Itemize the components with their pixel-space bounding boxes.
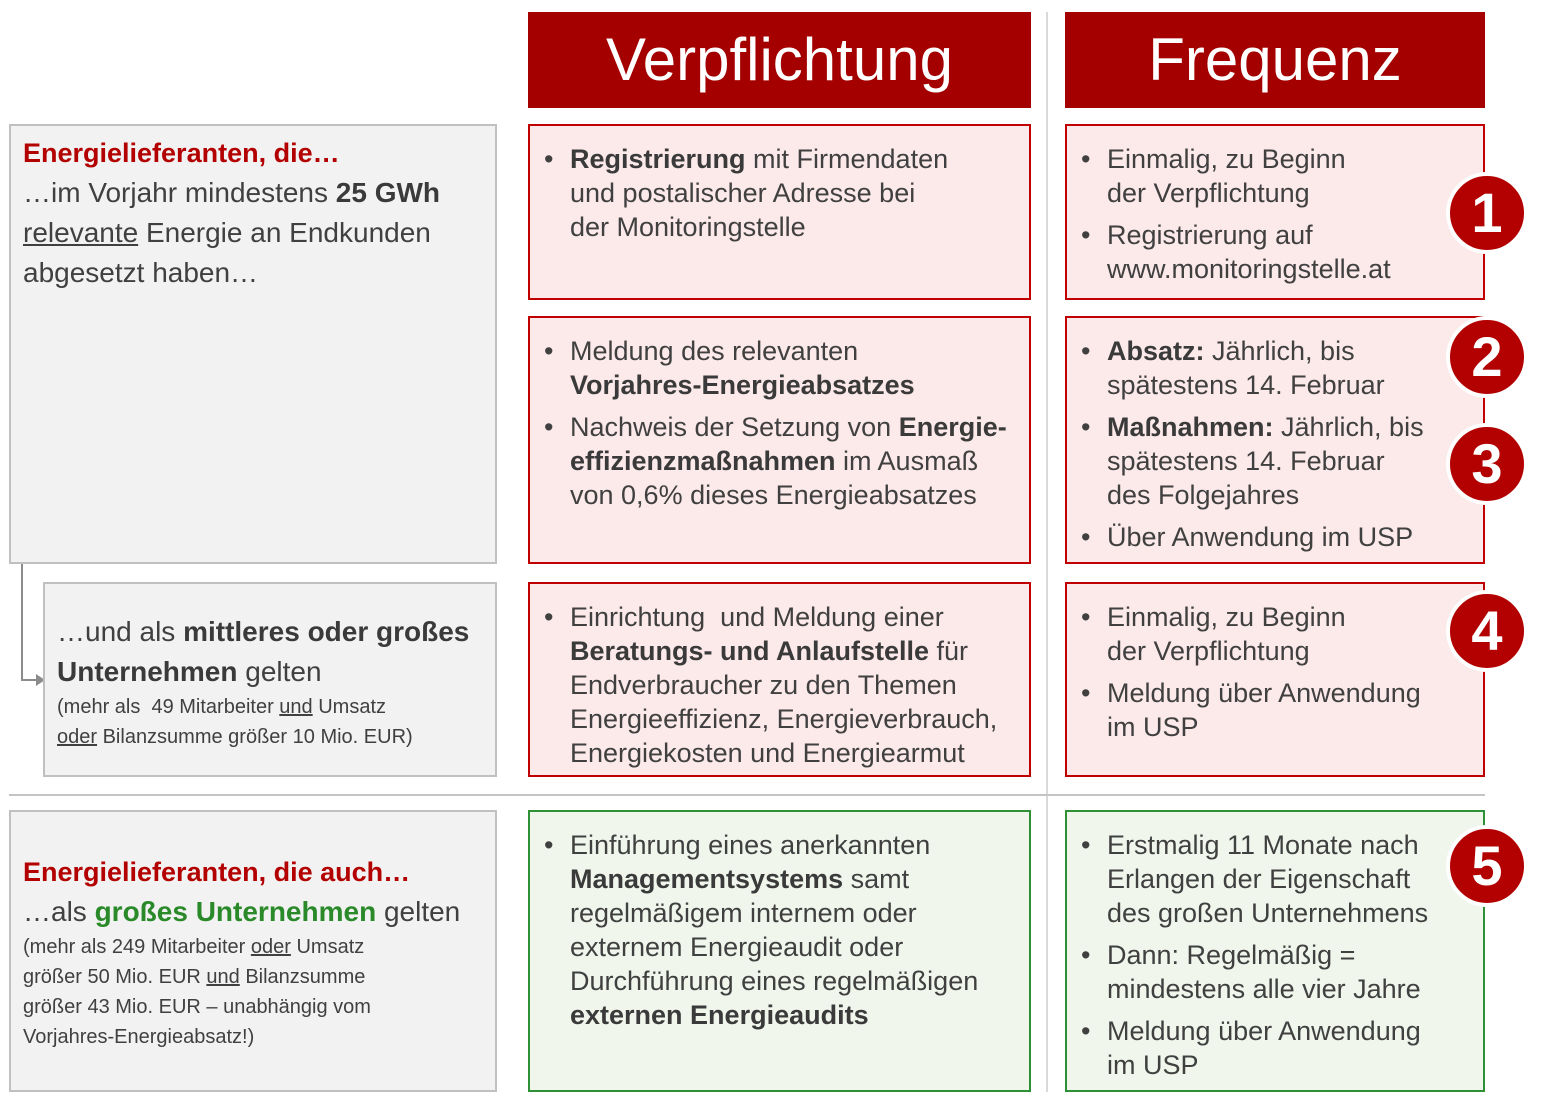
bold-text: Energie- [898, 412, 1007, 442]
item-text: Einführung eines anerkannten [570, 830, 931, 860]
note-text: Umsatz [290, 936, 365, 958]
item-text: Energieeffizienz, Energieverbrauch, [570, 704, 998, 734]
frequency-reporting-box [1065, 316, 1485, 564]
criteria-text: Energie an Endkunden [138, 217, 431, 248]
note-text: (mehr als 49 Mitarbeiter [57, 696, 280, 718]
list-item [1067, 142, 1483, 210]
eligibility-large-criteria [23, 892, 495, 932]
note-text: Vorjahres-Energieabsatz!) [23, 1026, 255, 1048]
note-underlined: und [279, 696, 313, 718]
item-text: www.monitoringstelle.at [1107, 254, 1391, 284]
item-text: Meldung über Anwendung [1107, 1016, 1421, 1046]
bold-text: Vorjahres-Energieabsatzes [570, 370, 915, 400]
item-text: spätestens 14. Februar [1107, 446, 1385, 476]
bold-text: externen Energieaudits [570, 1000, 869, 1030]
list-item [1067, 676, 1483, 744]
eligibility-large-title: Energielieferanten, die auch… [23, 857, 411, 887]
item-text: mit Firmendaten [745, 144, 949, 174]
list-item [1067, 334, 1483, 402]
note-text: größer 43 Mio. EUR – unabhängig vom [23, 996, 371, 1018]
item-text: für [929, 636, 969, 666]
obligation-registration-box [528, 124, 1031, 300]
frequency-management-box [1065, 810, 1485, 1092]
note-text: Bilanzsumme [239, 966, 366, 988]
bold-text: Beratungs- und Anlaufstelle [570, 636, 930, 666]
note-underlined: oder [57, 726, 98, 748]
obligation-advisory-box [528, 582, 1031, 777]
step-marker-3: 3 [1446, 423, 1528, 505]
criteria-threshold: 25 GWh [335, 177, 441, 208]
item-text: Meldung des relevanten [570, 336, 859, 366]
note-underlined: oder [250, 936, 291, 958]
list-item [530, 600, 1029, 770]
bold-text: Managementsystems [570, 864, 844, 894]
obligation-advisory-list [530, 584, 1029, 770]
item-text: der Monitoringstelle [570, 212, 806, 242]
step-marker-5: 5 [1446, 825, 1528, 907]
item-text: im USP [1107, 712, 1199, 742]
obligation-management-list [530, 812, 1029, 1032]
item-text: Einmalig, zu Beginn [1107, 144, 1346, 174]
list-item [1067, 828, 1483, 930]
note-text: Bilanzsumme größer 10 Mio. EUR) [97, 726, 413, 748]
item-text: Einmalig, zu Beginn [1107, 602, 1346, 632]
note-text: größer 50 Mio. EUR [23, 966, 207, 988]
item-text: des großen Unternehmens [1107, 898, 1429, 928]
section-divider [9, 794, 1485, 796]
step-marker-2: 2 [1446, 316, 1528, 398]
bold-text: effizienzmaßnahmen [570, 446, 836, 476]
frequency-reporting-list [1067, 318, 1483, 554]
eligibility-medium-large-note [57, 692, 495, 752]
item-text: Dann: Regelmäßig = [1107, 940, 1356, 970]
item-text: Über Anwendung im USP [1107, 522, 1414, 552]
item-text: Jährlich, bis [1204, 336, 1355, 366]
bold-text: Absatz: [1107, 336, 1205, 366]
header-frequency: Frequenz [1065, 12, 1485, 108]
eligibility-general-criteria [23, 173, 495, 293]
criteria-text: …im Vorjahr mindestens [23, 177, 336, 208]
note-text: (mehr als 249 Mitarbeiter [23, 936, 251, 958]
criteria-bold: mittleres oder großes [183, 616, 470, 647]
criteria-relevant-underlined: relevante [23, 217, 139, 248]
eligibility-large-note [23, 932, 495, 1052]
item-text: regelmäßigem internem oder [570, 898, 917, 928]
note-text: Umsatz [312, 696, 387, 718]
frequency-registration-list [1067, 126, 1483, 286]
criteria-text: …und als [57, 616, 184, 647]
list-item [530, 828, 1029, 1032]
obligation-management-box [528, 810, 1031, 1092]
list-item [1067, 1014, 1483, 1082]
obligation-reporting-list [530, 318, 1029, 512]
header-obligation: Verpflichtung [528, 12, 1031, 108]
item-text: Energiekosten und Energiearmut [570, 738, 965, 768]
item-text: Einrichtung und Meldung einer [570, 602, 944, 632]
item-text: im Ausmaß [835, 446, 979, 476]
item-text: Erlangen der Eigenschaft [1107, 864, 1411, 894]
item-text: externem Energieaudit oder [570, 932, 904, 962]
item-text: Endverbraucher zu den Themen [570, 670, 957, 700]
eligibility-general-box [9, 124, 497, 564]
frequency-advisory-box [1065, 582, 1485, 777]
frequency-registration-box [1065, 124, 1485, 300]
list-item [530, 410, 1029, 512]
list-item [530, 142, 1029, 244]
frequency-management-list [1067, 812, 1483, 1082]
item-text: Meldung über Anwendung [1107, 678, 1421, 708]
item-text: des Folgejahres [1107, 480, 1300, 510]
list-item [1067, 410, 1483, 512]
item-text: Erstmalig 11 Monate nach [1107, 830, 1419, 860]
item-text: mindestens alle vier Jahre [1107, 974, 1421, 1004]
obligation-registration-list [530, 126, 1029, 244]
eligibility-general-title: Energielieferanten, die… [23, 138, 340, 168]
note-underlined: und [206, 966, 240, 988]
list-item [530, 334, 1029, 402]
item-text: von 0,6% dieses Energieabsatzes [570, 480, 977, 510]
item-text: der Verpflichtung [1107, 178, 1310, 208]
item-text: Jährlich, bis [1273, 412, 1424, 442]
eligibility-medium-large-box [43, 582, 497, 777]
list-item [1067, 600, 1483, 668]
item-text: samt [843, 864, 910, 894]
column-divider [1046, 12, 1048, 1092]
eligibility-medium-large-criteria [57, 612, 495, 692]
item-text: Nachweis der Setzung von [570, 412, 899, 442]
item-text: und postalischer Adresse bei [570, 178, 916, 208]
criteria-text: …als [23, 896, 95, 927]
item-text: im USP [1107, 1050, 1199, 1080]
item-text: Registrierung auf [1107, 220, 1313, 250]
item-text: Durchführung eines regelmäßigen [570, 966, 979, 996]
bold-text: Registrierung [570, 144, 746, 174]
step-marker-4: 4 [1446, 590, 1528, 672]
eligibility-large-box [9, 810, 497, 1092]
criteria-green: großes Unternehmen [94, 896, 377, 927]
list-item [1067, 938, 1483, 1006]
list-item [1067, 218, 1483, 286]
criteria-text: abgesetzt haben… [23, 257, 259, 288]
item-text: der Verpflichtung [1107, 636, 1310, 666]
bold-text: Maßnahmen: [1107, 412, 1274, 442]
criteria-bold: Unternehmen [57, 656, 238, 687]
item-text: spätestens 14. Februar [1107, 370, 1385, 400]
step-marker-1: 1 [1446, 172, 1528, 254]
list-item [1067, 520, 1483, 554]
criteria-text: gelten [376, 896, 461, 927]
frequency-advisory-list [1067, 584, 1483, 744]
criteria-text: gelten [237, 656, 322, 687]
obligation-reporting-box [528, 316, 1031, 564]
